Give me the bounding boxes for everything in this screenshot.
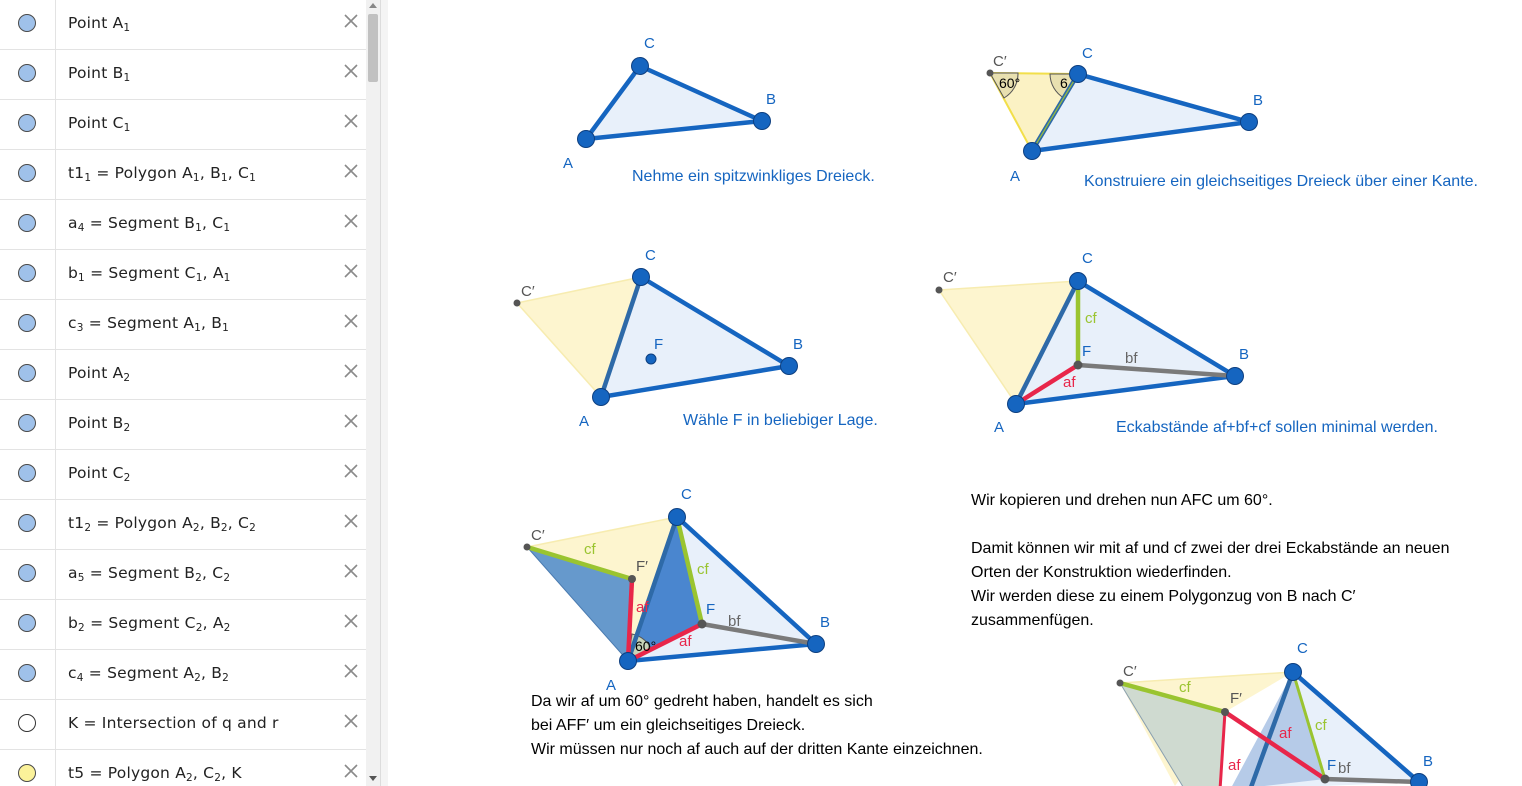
definition-part: a (68, 214, 78, 232)
definition-part: 1 (223, 272, 231, 284)
visibility-toggle-cell[interactable] (0, 700, 56, 749)
visibility-marble-icon[interactable] (18, 714, 36, 732)
label-f: F (706, 601, 716, 618)
point-c-prime[interactable] (524, 544, 531, 551)
point-c-prime[interactable] (936, 287, 943, 294)
point-f[interactable] (646, 354, 656, 364)
definition-part: , B (199, 164, 221, 182)
visibility-marble-icon[interactable] (18, 664, 36, 682)
definition-part: , A (202, 614, 224, 632)
definition-part: t1 (68, 514, 85, 532)
algebra-definition[interactable] (68, 464, 131, 482)
definition-part: 1 (220, 172, 228, 184)
algebra-row[interactable] (0, 500, 366, 550)
construction-canvas[interactable] (388, 0, 1522, 786)
definition-part: , A (202, 264, 224, 282)
point-c-prime[interactable] (514, 300, 521, 307)
visibility-toggle-cell[interactable] (0, 750, 56, 786)
point-b[interactable] (808, 636, 825, 653)
label-f-prime: F′ (636, 558, 648, 575)
visibility-toggle-cell[interactable] (0, 150, 56, 199)
definition-part: 1 (223, 222, 231, 234)
definition-part: , C (202, 214, 224, 232)
figure-step3 (514, 247, 804, 430)
delete-icon[interactable] (342, 62, 360, 80)
definition-part: 2 (214, 772, 222, 784)
text-line: zusammenfügen. (971, 612, 1094, 629)
delete-icon[interactable] (342, 112, 360, 130)
point-c-prime[interactable] (987, 70, 994, 77)
label-af-prime: af (636, 599, 649, 616)
definition-part: 2 (223, 622, 231, 634)
algebra-scrollbar[interactable] (366, 0, 380, 786)
point-a[interactable] (1008, 396, 1025, 413)
text-line: Wir kopieren und drehen nun AFC um 60°. (971, 492, 1273, 509)
label-cf: cf (697, 561, 709, 578)
algebra-row[interactable] (0, 450, 366, 500)
definition-part: 2 (220, 522, 228, 534)
point-c[interactable] (1285, 664, 1302, 681)
definition-part: 2 (249, 522, 256, 534)
delete-icon[interactable] (342, 12, 360, 30)
definition-part: c (68, 664, 77, 682)
definition-part: 2 (186, 772, 193, 784)
algebra-definition[interactable] (68, 114, 131, 132)
caption-step4: Eckabstände af+bf+cf sollen minimal werden. (1116, 419, 1438, 436)
label-cf-prime: cf (1179, 679, 1191, 696)
angle-label-c-prime: 60° (999, 75, 1021, 91)
definition-part: 1 (195, 222, 203, 234)
visibility-toggle-cell[interactable] (0, 50, 56, 99)
point-f-prime[interactable] (628, 575, 636, 583)
algebra-definition[interactable] (68, 414, 130, 432)
label-c: C (1082, 45, 1093, 62)
segment-bf[interactable] (1325, 779, 1419, 782)
algebra-definition[interactable] (68, 714, 279, 732)
delete-icon[interactable] (342, 362, 360, 380)
algebra-row[interactable] (0, 550, 366, 600)
label-c: C (1082, 250, 1093, 267)
definition-part: = Segment B (84, 214, 196, 232)
visibility-marble-icon[interactable] (18, 14, 36, 32)
visibility-marble-icon[interactable] (18, 364, 36, 382)
algebra-definition[interactable] (68, 564, 230, 582)
text-copy-rotate (971, 489, 1273, 513)
visibility-toggle-cell[interactable] (0, 300, 56, 349)
visibility-toggle-cell[interactable] (0, 250, 56, 299)
definition-part: Point C (68, 114, 124, 132)
definition-part: , K (221, 764, 242, 782)
label-cf: cf (1315, 717, 1327, 734)
label-cf-prime: cf (584, 541, 596, 558)
label-a: A (994, 419, 1005, 436)
text-equilateral-explanation (531, 690, 983, 762)
definition-part: 1 (194, 322, 202, 334)
delete-icon[interactable] (342, 562, 360, 580)
point-b[interactable] (781, 358, 798, 375)
algebra-row[interactable] (0, 700, 366, 750)
visibility-toggle-cell[interactable] (0, 650, 56, 699)
point-b[interactable] (1227, 368, 1244, 385)
delete-icon[interactable] (342, 412, 360, 430)
algebra-definition[interactable] (68, 164, 256, 182)
label-c: C (644, 35, 655, 52)
definition-part: 4 (76, 672, 84, 684)
definition-part: = Segment A (83, 314, 195, 332)
algebra-row[interactable] (0, 150, 366, 200)
graphics-view[interactable] (388, 0, 1522, 786)
label-c: C (681, 486, 692, 503)
label-af: af (679, 633, 692, 650)
delete-icon[interactable] (342, 712, 360, 730)
definition-part: Point C (68, 464, 124, 482)
algebra-row[interactable] (0, 650, 366, 700)
definition-part: 1 (84, 172, 92, 184)
delete-icon[interactable] (342, 262, 360, 280)
scroll-up-arrow-icon[interactable] (369, 3, 377, 8)
algebra-row[interactable] (0, 0, 366, 50)
label-f: F (654, 336, 664, 353)
delete-icon[interactable] (342, 212, 360, 230)
delete-icon[interactable] (342, 512, 360, 530)
text-line: Wir müssen nur noch af auch auf der dritten Kante einzeichnen. (531, 741, 983, 758)
algebra-row[interactable] (0, 750, 366, 786)
point-b[interactable] (1411, 774, 1428, 786)
algebra-definition[interactable] (68, 514, 256, 532)
point-c[interactable] (633, 269, 650, 286)
definition-part: 4 (77, 222, 85, 234)
definition-part: 1 (123, 22, 131, 34)
definition-part: 2 (123, 372, 131, 384)
visibility-toggle-cell[interactable] (0, 600, 56, 649)
label-b: B (820, 614, 831, 631)
angle-label-c: 6 (1060, 75, 1068, 91)
definition-part: 5 (77, 572, 85, 584)
algebra-row[interactable] (0, 50, 366, 100)
label-a: A (1010, 168, 1021, 185)
delete-icon[interactable] (342, 662, 360, 680)
visibility-marble-icon[interactable] (18, 614, 36, 632)
label-b: B (766, 91, 777, 108)
definition-part: 2 (195, 572, 203, 584)
definition-part: Point B (68, 414, 124, 432)
algebra-definition[interactable] (68, 764, 242, 782)
delete-icon[interactable] (342, 762, 360, 780)
definition-part: 1 (123, 72, 131, 84)
visibility-marble-icon[interactable] (18, 264, 36, 282)
point-b[interactable] (754, 113, 771, 130)
text-line: Orten der Konstruktion wiederfinden. (971, 564, 1232, 581)
caption-step1: Nehme ein spitzwinkliges Dreieck. (632, 168, 875, 185)
definition-part: Point B (68, 64, 124, 82)
delete-icon[interactable] (342, 612, 360, 630)
definition-part: b (68, 264, 79, 282)
figure-step4 (936, 250, 1250, 436)
definition-part: t5 = Polygon A (68, 764, 187, 782)
caption-step3: Wähle F in beliebiger Lage. (683, 412, 878, 429)
point-f[interactable] (1321, 775, 1330, 784)
algebra-row[interactable] (0, 250, 366, 300)
definition-part: Point A (68, 14, 124, 32)
figure-step6 (1117, 640, 1434, 786)
label-f: F (1327, 757, 1337, 774)
label-c: C (1297, 640, 1308, 657)
visibility-marble-icon[interactable] (18, 564, 36, 582)
algebra-definition[interactable] (68, 14, 130, 32)
definition-part: , B (199, 514, 221, 532)
label-af: af (1063, 374, 1076, 391)
definition-part: 1 (192, 172, 200, 184)
text-polygon-explanation (971, 537, 1449, 633)
label-bf: bf (728, 613, 741, 630)
definition-part: 2 (84, 522, 92, 534)
algebra-definition[interactable] (68, 64, 130, 82)
point-c[interactable] (632, 58, 649, 75)
visibility-marble-icon[interactable] (18, 464, 36, 482)
visibility-marble-icon[interactable] (18, 314, 36, 332)
algebra-row[interactable] (0, 100, 366, 150)
text-line: Wir werden diese zu einem Polygonzug von B nach C′ (971, 588, 1356, 605)
label-c: C (645, 247, 656, 264)
definition-part: 1 (123, 122, 131, 134)
definition-part: = Segment C (84, 614, 196, 632)
definition-part: , C (227, 164, 250, 182)
definition-part: 2 (192, 522, 200, 534)
visibility-toggle-cell[interactable] (0, 0, 56, 49)
visibility-toggle-cell[interactable] (0, 500, 56, 549)
label-c-prime: C′ (943, 269, 957, 286)
point-a[interactable] (578, 131, 595, 148)
visibility-toggle-cell[interactable] (0, 200, 56, 249)
label-af-prime: af (1228, 757, 1241, 774)
text-line: bei AFF′ um ein gleichseitiges Dreieck. (531, 717, 806, 734)
delete-icon[interactable] (342, 162, 360, 180)
definition-part: 1 (222, 322, 230, 334)
label-c-prime: C′ (531, 527, 545, 544)
algebra-definition[interactable] (68, 264, 231, 282)
definition-part: 2 (78, 622, 85, 634)
definition-part: = Segment C (84, 264, 196, 282)
visibility-toggle-cell[interactable] (0, 350, 56, 399)
label-b: B (1239, 346, 1250, 363)
text-line: Da wir af um 60° gedreht haben, handelt es sich (531, 693, 873, 710)
label-b: B (793, 336, 804, 353)
text-line: Damit können wir mit af und cf zwei der drei Eckabstände an neuen (971, 540, 1450, 557)
algebra-row[interactable] (0, 300, 366, 350)
label-a: A (606, 677, 617, 694)
algebra-row[interactable] (0, 600, 366, 650)
definition-part: 2 (195, 622, 203, 634)
point-f[interactable] (698, 620, 707, 629)
label-a: A (579, 413, 590, 430)
label-cf: cf (1085, 310, 1097, 327)
label-bf: bf (1125, 350, 1138, 367)
label-af-mid: af (1279, 725, 1292, 742)
algebra-row[interactable] (0, 200, 366, 250)
definition-part: , C (202, 564, 224, 582)
visibility-marble-icon[interactable] (18, 414, 36, 432)
figure-step2 (987, 45, 1264, 185)
definition-part: = Segment A (83, 664, 195, 682)
visibility-marble-icon[interactable] (18, 114, 36, 132)
point-c[interactable] (1070, 66, 1087, 83)
algebra-definition[interactable] (68, 314, 229, 332)
definition-part: , B (201, 314, 223, 332)
view-splitter[interactable] (380, 0, 388, 786)
visibility-marble-icon[interactable] (18, 514, 36, 532)
label-f-prime: F′ (1230, 690, 1242, 707)
definition-part: 1 (195, 272, 203, 284)
definition-part: 2 (222, 672, 230, 684)
definition-part: 2 (223, 572, 231, 584)
definition-part: 3 (76, 322, 84, 334)
algebra-row[interactable] (0, 350, 366, 400)
visibility-marble-icon[interactable] (18, 214, 36, 232)
label-b: B (1423, 753, 1434, 770)
figure-step5 (524, 486, 831, 694)
definition-part: = Polygon A (91, 164, 193, 182)
definition-part: a (68, 564, 78, 582)
definition-part: 1 (249, 172, 256, 184)
definition-part: K = Intersection of q and r (68, 714, 279, 732)
label-c-prime: C′ (993, 53, 1007, 70)
algebra-view (0, 0, 366, 786)
algebra-definition[interactable] (68, 614, 231, 632)
point-a[interactable] (620, 653, 637, 670)
point-a[interactable] (1024, 143, 1041, 160)
scroll-down-arrow-icon[interactable] (369, 776, 377, 781)
definition-part: t1 (68, 164, 85, 182)
algebra-definition[interactable] (68, 664, 229, 682)
scroll-thumb[interactable] (368, 14, 378, 82)
label-a: A (563, 155, 574, 172)
point-c-prime[interactable] (1117, 680, 1124, 687)
figure-step1 (563, 35, 776, 172)
visibility-marble-icon[interactable] (18, 764, 36, 782)
visibility-toggle-cell[interactable] (0, 450, 56, 499)
delete-icon[interactable] (342, 462, 360, 480)
visibility-toggle-cell[interactable] (0, 400, 56, 449)
caption-step2: Konstruiere ein gleichseitiges Dreieck über einer Kante. (1084, 173, 1478, 190)
delete-icon[interactable] (342, 312, 360, 330)
definition-part: , C (192, 764, 215, 782)
point-a[interactable] (593, 389, 610, 406)
algebra-definition[interactable] (68, 214, 230, 232)
label-bf: bf (1338, 760, 1351, 777)
label-c-prime: C′ (1123, 663, 1137, 680)
definition-part: 2 (123, 422, 131, 434)
label-c-prime: C′ (521, 283, 535, 300)
point-b[interactable] (1241, 114, 1258, 131)
definition-part: , C (227, 514, 250, 532)
definition-part: 2 (194, 672, 202, 684)
angle-label-a: 60° (635, 638, 657, 654)
visibility-toggle-cell[interactable] (0, 550, 56, 599)
label-b: B (1253, 92, 1264, 109)
definition-part: Point A (68, 364, 124, 382)
point-c[interactable] (669, 509, 686, 526)
visibility-toggle-cell[interactable] (0, 100, 56, 149)
algebra-row[interactable] (0, 400, 366, 450)
point-f[interactable] (1074, 361, 1083, 370)
label-f: F (1082, 343, 1092, 360)
algebra-definition[interactable] (68, 364, 130, 382)
visibility-marble-icon[interactable] (18, 64, 36, 82)
definition-part: b (68, 614, 79, 632)
point-f-prime[interactable] (1221, 708, 1229, 716)
definition-part: 1 (78, 272, 85, 284)
definition-part: = Polygon A (91, 514, 193, 532)
definition-part: , B (201, 664, 223, 682)
definition-part: c (68, 314, 77, 332)
definition-part: 2 (123, 472, 131, 484)
visibility-marble-icon[interactable] (18, 164, 36, 182)
definition-part: = Segment B (84, 564, 196, 582)
point-c[interactable] (1070, 273, 1087, 290)
